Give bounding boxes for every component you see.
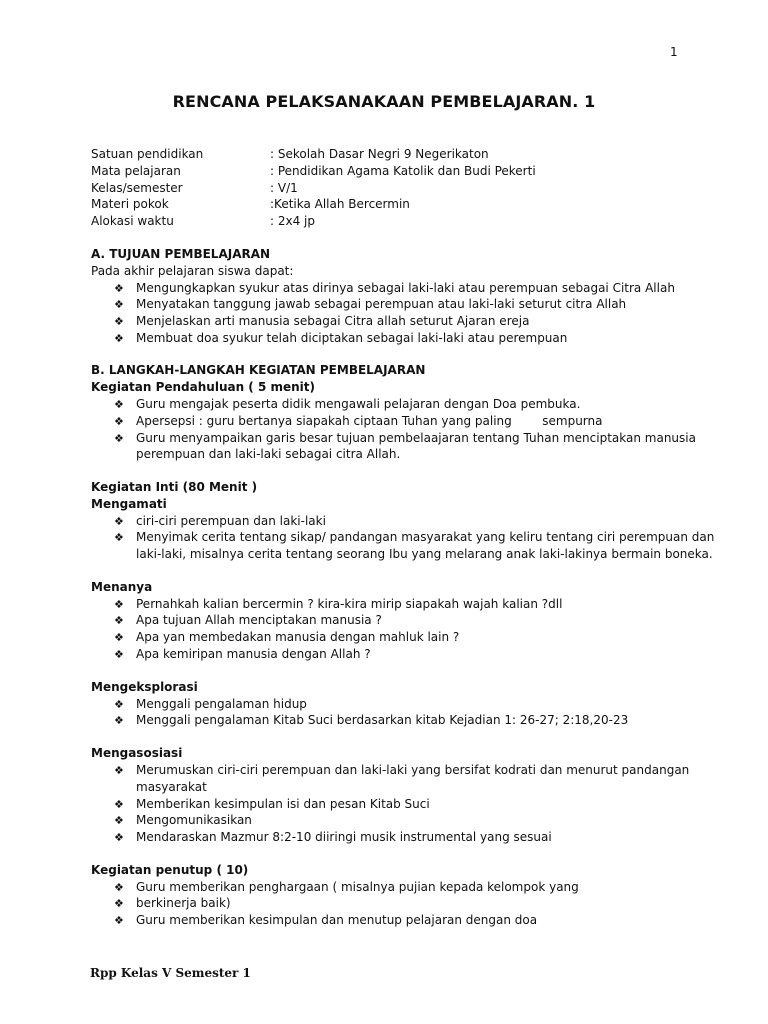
diamond-bullet-icon: ❖: [114, 897, 124, 910]
list-item: [114, 796, 430, 813]
diamond-bullet-icon: ❖: [114, 714, 124, 727]
diamond-bullet-icon: ❖: [114, 415, 124, 428]
mengeksplorasi-heading: Mengeksplorasi: [91, 680, 198, 694]
diamond-bullet-icon: ❖: [114, 315, 124, 328]
list-item: [114, 646, 371, 663]
diamond-bullet-icon: ❖: [114, 881, 124, 894]
diamond-bullet-icon: ❖: [114, 914, 124, 927]
list-item-text: Guru menyampaikan garis besar tujuan pembelaajaran tentang Tuhan menciptakan manusia: [136, 431, 696, 445]
list-item: [114, 430, 696, 447]
list-item-text: Menyimak cerita tentang sikap/ pandangan masyarakat yang keliru tentang ciri perempuan dan: [136, 530, 715, 544]
mengasosiasi-heading: Mengasosiasi: [91, 746, 183, 760]
list-item-text: Membuat doa syukur telah diciptakan sebagai laki-laki atau perempuan: [136, 331, 568, 345]
section-b-heading: B. LANGKAH-LANGKAH KEGIATAN PEMBELAJARAN: [91, 363, 426, 377]
section-a-heading: A. TUJUAN PEMBELAJARAN: [91, 247, 271, 261]
mengamati-heading: Mengamati: [91, 497, 167, 511]
identity-value: :Ketika Allah Bercermin: [270, 197, 410, 211]
list-item-text: Mendaraskan Mazmur 8:2-10 diiringi musik instrumental yang sesuai: [136, 830, 552, 844]
list-item-text: Apa tujuan Allah menciptakan manusia ?: [136, 613, 382, 627]
penutup-heading: Kegiatan penutup ( 10): [91, 863, 249, 877]
identity-value: : Pendidikan Agama Katolik dan Budi Pekerti: [270, 164, 536, 178]
list-item-continuation: perempuan dan laki-laki sebagai citra Allah.: [136, 447, 401, 461]
list-item-text: Apa yan membedakan manusia dengan mahluk lain ?: [136, 630, 460, 644]
list-item: [114, 313, 529, 330]
diamond-bullet-icon: ❖: [114, 598, 124, 611]
list-item-text: Menjelaskan arti manusia sebagai Citra allah seturut Ajaran ereja: [136, 314, 530, 328]
diamond-bullet-icon: ❖: [114, 531, 124, 544]
identity-label: Alokasi waktu: [91, 214, 174, 228]
diamond-bullet-icon: ❖: [114, 631, 124, 644]
identity-value: : V/1: [270, 181, 298, 195]
list-item: [114, 629, 459, 646]
list-item-text: ciri-ciri perempuan dan laki-laki: [136, 514, 326, 528]
diamond-bullet-icon: ❖: [114, 398, 124, 411]
diamond-bullet-icon: ❖: [114, 814, 124, 827]
list-item-text: Guru mengajak peserta didik mengawali pelajaran dengan Doa pembuka.: [136, 397, 581, 411]
list-item-text: Mengungkapkan syukur atas dirinya sebagai laki-laki atau perempuan sebagai Citra Allah: [136, 281, 675, 295]
diamond-bullet-icon: ❖: [114, 648, 124, 661]
page-number: 1: [670, 45, 678, 59]
list-item: [114, 895, 231, 912]
identity-label: Satuan pendidikan: [91, 147, 204, 161]
list-item: [114, 513, 326, 530]
identity-label: Kelas/semester: [91, 181, 183, 195]
list-item-text: berkinerja baik): [136, 896, 231, 910]
list-item: [114, 812, 252, 829]
menanya-heading: Menanya: [91, 580, 153, 594]
list-item-continuation: masyarakat: [136, 780, 207, 794]
list-item: [114, 696, 307, 713]
list-item: [114, 596, 562, 613]
diamond-bullet-icon: ❖: [114, 432, 124, 445]
list-item: [114, 829, 552, 846]
pendahuluan-heading: Kegiatan Pendahuluan ( 5 menit): [91, 380, 316, 394]
diamond-bullet-icon: ❖: [114, 282, 124, 295]
document-title: RENCANA PELAKSANAKAAN PEMBELAJARAN. 1: [172, 92, 596, 111]
list-item: [114, 612, 382, 629]
diamond-bullet-icon: ❖: [114, 614, 124, 627]
identity-label: Materi pokok: [91, 197, 169, 211]
identity-value: : Sekolah Dasar Negri 9 Negerikaton: [270, 147, 489, 161]
list-item-text: Guru memberikan penghargaan ( misalnya pujian kepada kelompok yang: [136, 880, 579, 894]
section-a-intro: Pada akhir pelajaran siswa dapat:: [91, 264, 294, 278]
list-item-text: Memberikan kesimpulan isi dan pesan Kitab Suci: [136, 797, 430, 811]
list-item: [114, 330, 567, 347]
inti-heading: Kegiatan Inti (80 Menit ): [91, 480, 258, 494]
diamond-bullet-icon: ❖: [114, 515, 124, 528]
list-item-text: Guru memberikan kesimpulan dan menutup pelajaran dengan doa: [136, 913, 538, 927]
identity-label: Mata pelajaran: [91, 164, 181, 178]
diamond-bullet-icon: ❖: [114, 298, 124, 311]
list-item-continuation: laki-laki, misalnya cerita tentang seorang Ibu yang melarang anak laki-lakinya bermain boneka.: [136, 547, 713, 561]
list-item-text: Menggali pengalaman hidup: [136, 697, 307, 711]
list-item: [114, 413, 603, 430]
list-item-text: Pernahkah kalian bercermin ? kira-kira mirip siapakah wajah kalian ?dll: [136, 597, 563, 611]
list-item: [114, 912, 537, 929]
list-item: [114, 879, 579, 896]
list-item: [114, 762, 689, 779]
list-item-text: Menggali pengalaman Kitab Suci berdasarkan kitab Kejadian 1: 26-27; 2:18,20-23: [136, 713, 629, 727]
list-item: [114, 529, 714, 546]
list-item: [114, 280, 675, 297]
diamond-bullet-icon: ❖: [114, 798, 124, 811]
diamond-bullet-icon: ❖: [114, 332, 124, 345]
list-item: [114, 296, 626, 313]
list-item: [114, 712, 628, 729]
list-item-text: Merumuskan ciri-ciri perempuan dan laki-laki yang bersifat kodrati dan menurut pandangan: [136, 763, 690, 777]
list-item-text: Apersepsi : guru bertanya siapakah ciptaan Tuhan yang paling sempurna: [136, 414, 603, 428]
diamond-bullet-icon: ❖: [114, 831, 124, 844]
page-footer: Rpp Kelas V Semester 1: [90, 966, 251, 980]
list-item-text: Mengomunikasikan: [136, 813, 252, 827]
list-item: [114, 396, 580, 413]
list-item-text: Apa kemiripan manusia dengan Allah ?: [136, 647, 371, 661]
diamond-bullet-icon: ❖: [114, 764, 124, 777]
diamond-bullet-icon: ❖: [114, 698, 124, 711]
list-item-text: Menyatakan tanggung jawab sebagai perempuan atau laki-laki seturut citra Allah: [136, 297, 627, 311]
identity-value: : 2x4 jp: [270, 214, 315, 228]
